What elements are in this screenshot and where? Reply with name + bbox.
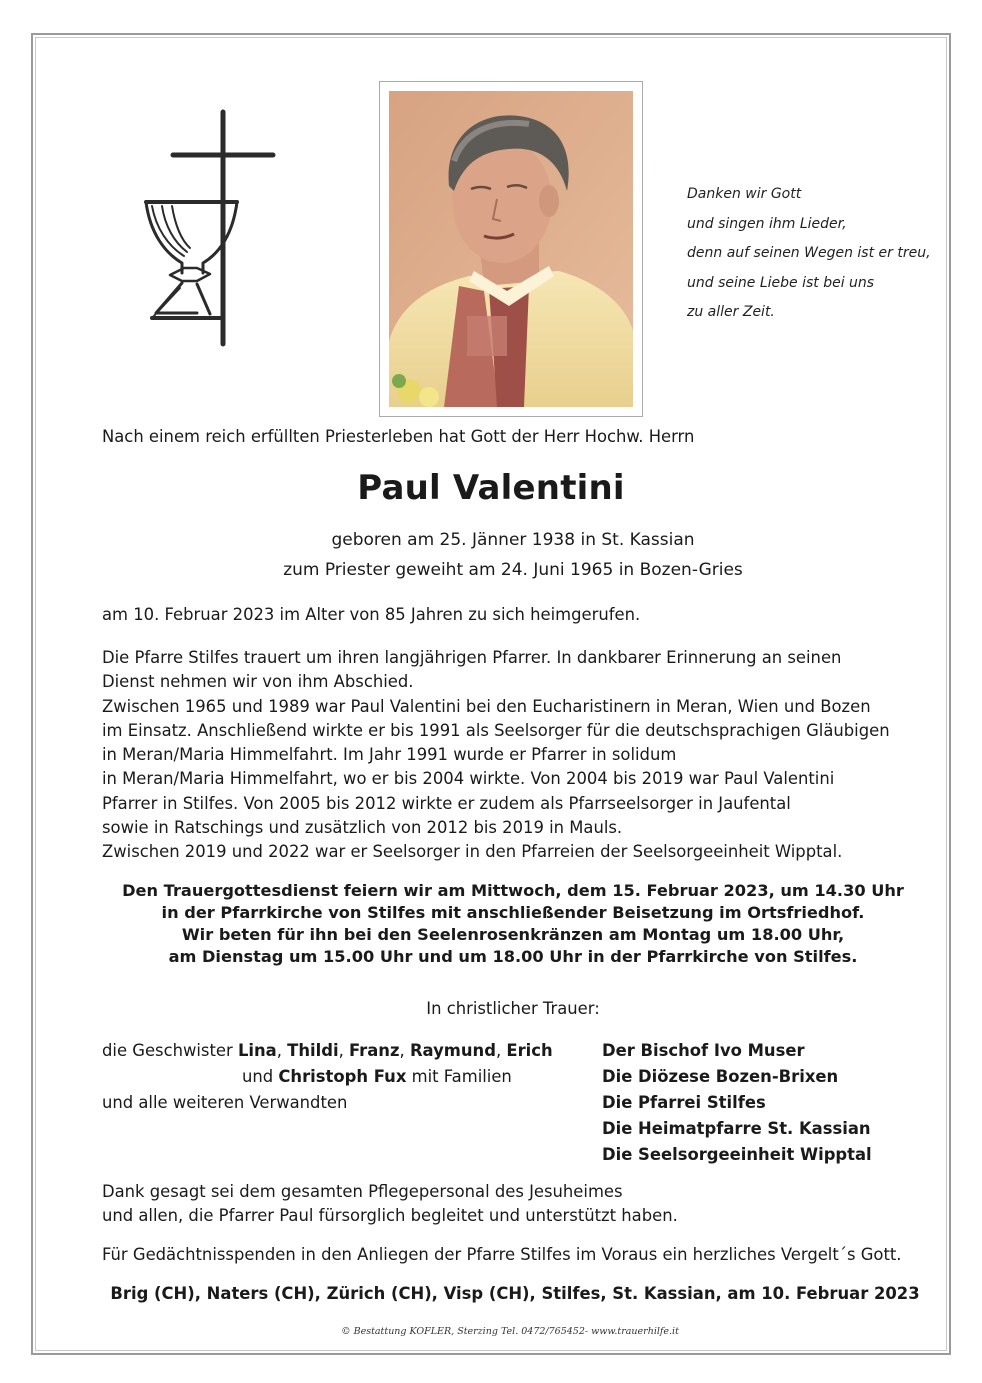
quote-line: denn auf seinen Wegen ist er treu, [687,245,931,261]
institution-item: Die Seelsorgeeinheit Wipptal [602,1145,872,1164]
institution-item: Der Bischof Ivo Muser [602,1041,805,1060]
institution-mourners [602,1038,872,1168]
donation-text: Für Gedächtnisspenden in den Anliegen der Pfarre Stilfes im Voraus ein herzliches Vergelt´s Gott. [102,1245,902,1264]
connector: und [242,1067,279,1086]
siblings-prefix: die Geschwister [102,1041,238,1060]
bio-line: im Einsatz. Anschließend wirkte er bis 1991 als Seelsorger für die deutschsprachigen Gläubigen [102,720,890,740]
sibling-name: Raymund [409,1041,496,1060]
relatives-line: und alle weiteren Verwandten [102,1093,348,1112]
mourning-heading: In christlicher Trauer: [426,999,600,1018]
bio-line: Die Pfarre Stilfes trauert um ihren langjährigen Pfarrer. In dankbarer Erinnerung an seinen [102,648,842,667]
institution-item: Die Heimatpfarre St. Kassian [602,1119,871,1138]
institution-item: Die Diözese Bozen-Brixen [602,1067,839,1086]
separator: , [276,1041,288,1060]
bio-line: Zwischen 1965 und 1989 war Paul Valentini bei den Eucharistinern in Meran, Wien und Bozen [102,696,871,716]
sibling-name: Erich [506,1041,553,1060]
birth-date: geboren am 25. Jänner 1938 in St. Kassian [331,530,695,550]
quote-line: zu aller Zeit. [687,304,775,320]
bio-line: sowie in Ratschings und zusätzlich von 2012 bis 2019 in Mauls. [102,818,623,838]
quote-line: und singen ihm Lieder, [687,215,847,232]
biography [102,646,890,865]
birth-info [0,525,982,585]
bio-line: Zwischen 2019 und 2022 war er Seelsorger in den Pfarreien der Seelsorgeeinheit Wipptal. [102,842,843,862]
funeral-service-info [0,880,982,968]
bio-line: in Meran/Maria Himmelfahrt, wo er bis 2004 wirkte. Von 2004 bis 2019 war Paul Valentini [102,769,835,789]
service-line: in der Pfarrkirche von Stilfes mit anschließender Beisetzung im Ortsfriedhof. [161,903,865,922]
quote-line: Danken wir Gott [687,186,802,202]
death-info: am 10. Februar 2023 im Alter von 85 Jahren zu sich heimgerufen. [102,605,641,624]
sibling-name: Lina [237,1041,277,1060]
thanks-line: und allen, die Pfarrer Paul fürsorglich begleitet und unterstützt haben. [102,1206,678,1226]
bio-line: Dienst nehmen wir von ihm Abschied. [102,672,414,692]
psalm-quote [687,180,947,328]
cross-chalice-icon [140,108,280,348]
sibling-name: Christoph Fux [278,1067,407,1086]
sibling-name: Franz [349,1041,400,1060]
intro-text: Nach einem reich erfüllten Priesterleben hat Gott der Herr Hochw. Herrn [102,427,695,446]
quote-line: und seine Liebe ist bei uns [687,274,875,291]
separator: , [399,1041,410,1060]
sibling-name: Thildi [287,1041,339,1060]
separator: , [338,1041,350,1060]
family-mourners [102,1038,553,1116]
thanks-line: Dank gesagt sei dem gesamten Pflegepersonal des Jesuheimes [102,1182,623,1201]
siblings-line [102,1038,553,1064]
thanks-text [102,1180,678,1229]
institution-item: Die Pfarrei Stilfes [602,1093,766,1112]
funeral-home-footer: © Bestattung KOFLER, Sterzing Tel. 0472/765452- www.trauerhilfe.it [341,1326,679,1337]
deceased-name: Paul Valentini [357,468,625,508]
service-line: Den Trauergottesdienst feiern wir am Mittwoch, dem 15. Februar 2023, um 14.30 Uhr [122,881,904,900]
with-families: mit Familien [406,1067,512,1086]
bio-line: in Meran/Maria Himmelfahrt. Im Jahr 1991 wurde er Pfarrer in solidum [102,745,677,765]
separator: , [495,1041,507,1060]
christoph-line [102,1064,553,1090]
service-line: Wir beten für ihn bei den Seelenrosenkränzen am Montag um 18.00 Uhr, [181,925,845,944]
bio-line: Pfarrer in Stilfes. Von 2005 bis 2012 wirkte er zudem als Pfarrseelsorger in Jaufental [102,793,791,813]
ordination-date: zum Priester geweiht am 24. Juni 1965 in Bozen-Gries [283,560,743,580]
portrait-photo [389,91,633,407]
places-and-date: Brig (CH), Naters (CH), Zürich (CH), Visp (CH), Stilfes, St. Kassian, am 10. Februar 2023 [110,1284,920,1303]
service-line: am Dienstag um 15.00 Uhr und um 18.00 Uhr in der Pfarrkirche von Stilfes. [168,947,858,966]
